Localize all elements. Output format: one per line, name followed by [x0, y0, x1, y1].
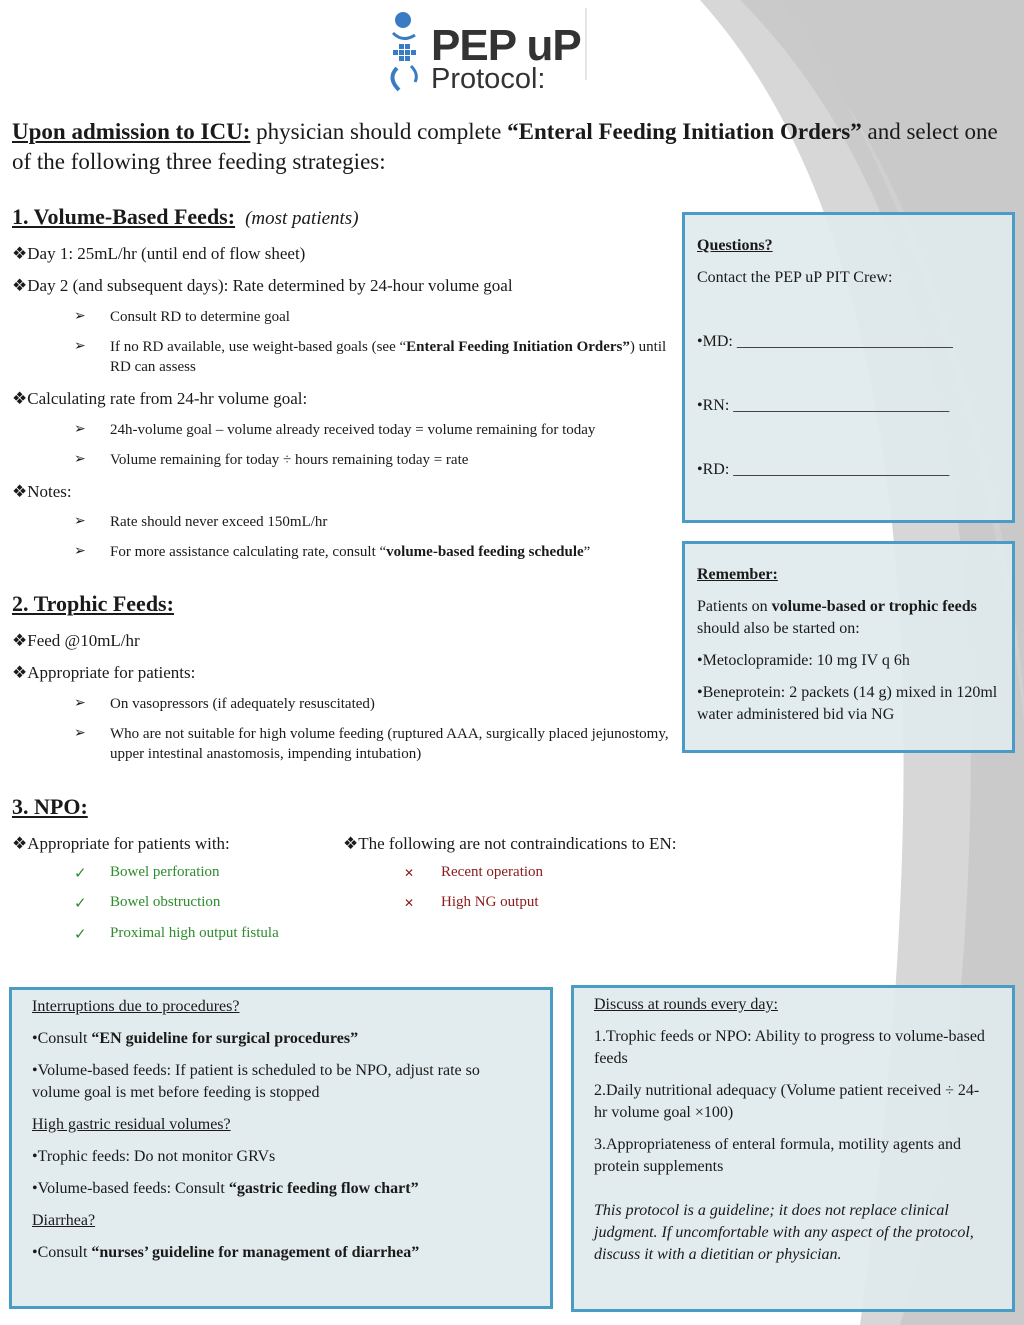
grv-title: High gastric residual volumes? — [32, 1116, 231, 1133]
orders-name: Enteral Feeding Initiation Orders — [518, 119, 851, 144]
rounds-item2: 2.Daily nutritional adequacy (Volume patient received ÷ 24-hr volume goal ×100) — [594, 1082, 980, 1121]
section-npo-title: 3. NPO: — [12, 794, 88, 819]
pepup-logo — [385, 8, 590, 96]
npo-yes-1: Bowel perforation — [110, 864, 220, 880]
arrow-icon: ➢ — [74, 696, 86, 711]
md-line: •MD: ___________________________ — [697, 333, 953, 350]
bullet-not-contraindications: ❖ The following are not contraindications to EN: — [343, 833, 676, 855]
questions-box — [682, 212, 1015, 523]
rn-line: •RN: ___________________________ — [697, 397, 950, 414]
metoclopramide: •Metoclopramide: 10 mg IV q 6h — [697, 652, 910, 669]
rounds-item3: 3.Appropriateness of enteral formula, motility agents and protein supplements — [594, 1136, 962, 1175]
check-icon: ✓ — [74, 866, 87, 882]
rounds-item1: 1.Trophic feeds or NPO: Ability to progress to volume-based feeds — [594, 1028, 985, 1067]
svg-text:PEP uP: PEP uP — [431, 21, 581, 70]
sub-note1: ➢ Rate should never exceed 150mL/hr — [74, 514, 328, 530]
diarrhea-consult: •Consult “nurses’ guideline for management of diarrhea” — [32, 1244, 420, 1261]
questions-title: Questions? — [697, 237, 773, 254]
bullet-appropriate: ❖ Appropriate for patients: — [12, 662, 195, 684]
arrow-icon: ➢ — [74, 452, 86, 467]
npo-no-1: Recent operation — [441, 864, 544, 880]
dna-emblem-icon — [392, 12, 416, 90]
section-trophic-title: 2. Trophic Feeds: — [12, 591, 174, 616]
remember-box — [682, 541, 1015, 753]
arrow-icon: ➢ — [74, 514, 86, 529]
rd-line: •RD: ___________________________ — [697, 461, 950, 478]
remember-title: Remember: — [697, 566, 778, 583]
intro-lead: Upon admission to ICU: — [12, 119, 251, 144]
bullet-npo-appropriate: ❖ Appropriate for patients with: — [12, 833, 230, 855]
arrow-icon: ➢ — [74, 339, 86, 354]
check-icon: ✓ — [74, 927, 87, 943]
sub-consult-rd: ➢ Consult RD to determine goal — [74, 309, 290, 325]
sub-vasopressors: ➢ On vasopressors (if adequately resuscitated) — [74, 696, 375, 712]
sub-no-rd: ➢ If no RD available, use weight-based goals (see “Enteral Feeding Initiation Orders”) until RD can assess — [74, 339, 667, 375]
rounds-box — [571, 985, 1015, 1312]
diarrhea-title: Diarrhea? — [32, 1212, 96, 1229]
sub-note2: ➢ For more assistance calculating rate, consult “volume-based feeding schedule” — [74, 544, 591, 560]
interruptions-title: Interruptions due to procedures? — [32, 998, 240, 1015]
bullet-feed: ❖ Feed @10mL/hr — [12, 630, 140, 652]
npo-no-2: High NG output — [441, 894, 539, 910]
bullet-day1: ❖ Day 1: 25mL/hr (until end of flow sheet) — [12, 243, 305, 265]
questions-contact: Contact the PEP uP PIT Crew: — [697, 269, 893, 286]
section-volume-based-title: 1. Volume-Based Feeds: (most patients) — [12, 204, 359, 229]
interruptions-box — [9, 987, 553, 1309]
svg-text:Protocol:: Protocol: — [431, 63, 546, 95]
npo-yes-3: Proximal high output fistula — [110, 925, 279, 941]
grv-volume: •Volume-based feeds: Consult “gastric feeding flow chart” — [32, 1180, 419, 1197]
npo-yes-2: Bowel obstruction — [110, 894, 221, 910]
bullet-notes: ❖ Notes: — [12, 481, 72, 503]
bullet-calculating: ❖ Calculating rate from 24-hr volume goal: — [12, 388, 307, 410]
rounds-title: Discuss at rounds every day: — [594, 996, 778, 1013]
grv-trophic: •Trophic feeds: Do not monitor GRVs — [32, 1148, 276, 1165]
cross-icon: ✕ — [404, 896, 415, 910]
arrow-icon: ➢ — [74, 422, 86, 437]
cross-icon: ✕ — [404, 866, 415, 880]
check-icon: ✓ — [74, 896, 87, 912]
beneprotein: •Beneprotein: 2 packets (14 g) mixed in 120ml water administered bid via NG — [697, 684, 998, 723]
sub-not-suitable: ➢ Who are not suitable for high volume feeding (ruptured AAA, surgically placed jejunostomy, upper intestinal anastomosis, impending intubation) — [74, 726, 669, 762]
consult-surgical: •Consult “EN guideline for surgical procedures” — [32, 1030, 359, 1047]
bullet-day2: ❖ Day 2 (and subsequent days): Rate determined by 24-hour volume goal — [12, 275, 513, 297]
arrow-icon: ➢ — [74, 726, 86, 741]
arrow-icon: ➢ — [74, 544, 86, 559]
arrow-icon: ➢ — [74, 309, 86, 324]
remember-text: Patients on volume-based or trophic feeds should also be started on: — [697, 598, 977, 637]
intro-paragraph: Upon admission to ICU: physician should complete “Enteral Feeding Initiation Orders” and select one of the following three feeding strategies: — [12, 119, 998, 174]
sub-calc1: ➢ 24h-volume goal – volume already received today = volume remaining for today — [74, 422, 596, 438]
volume-npo: •Volume-based feeds: If patient is scheduled to be NPO, adjust rate so volume goal is met before feeding is stopped — [32, 1062, 480, 1101]
sub-calc2: ➢ Volume remaining for today ÷ hours remaining today = rate — [74, 452, 469, 468]
disclaimer: This protocol is a guideline; it does not replace clinical judgment. If uncomfortable with any aspect of the protocol, discuss it with a dietitian or physician. — [594, 1202, 974, 1263]
